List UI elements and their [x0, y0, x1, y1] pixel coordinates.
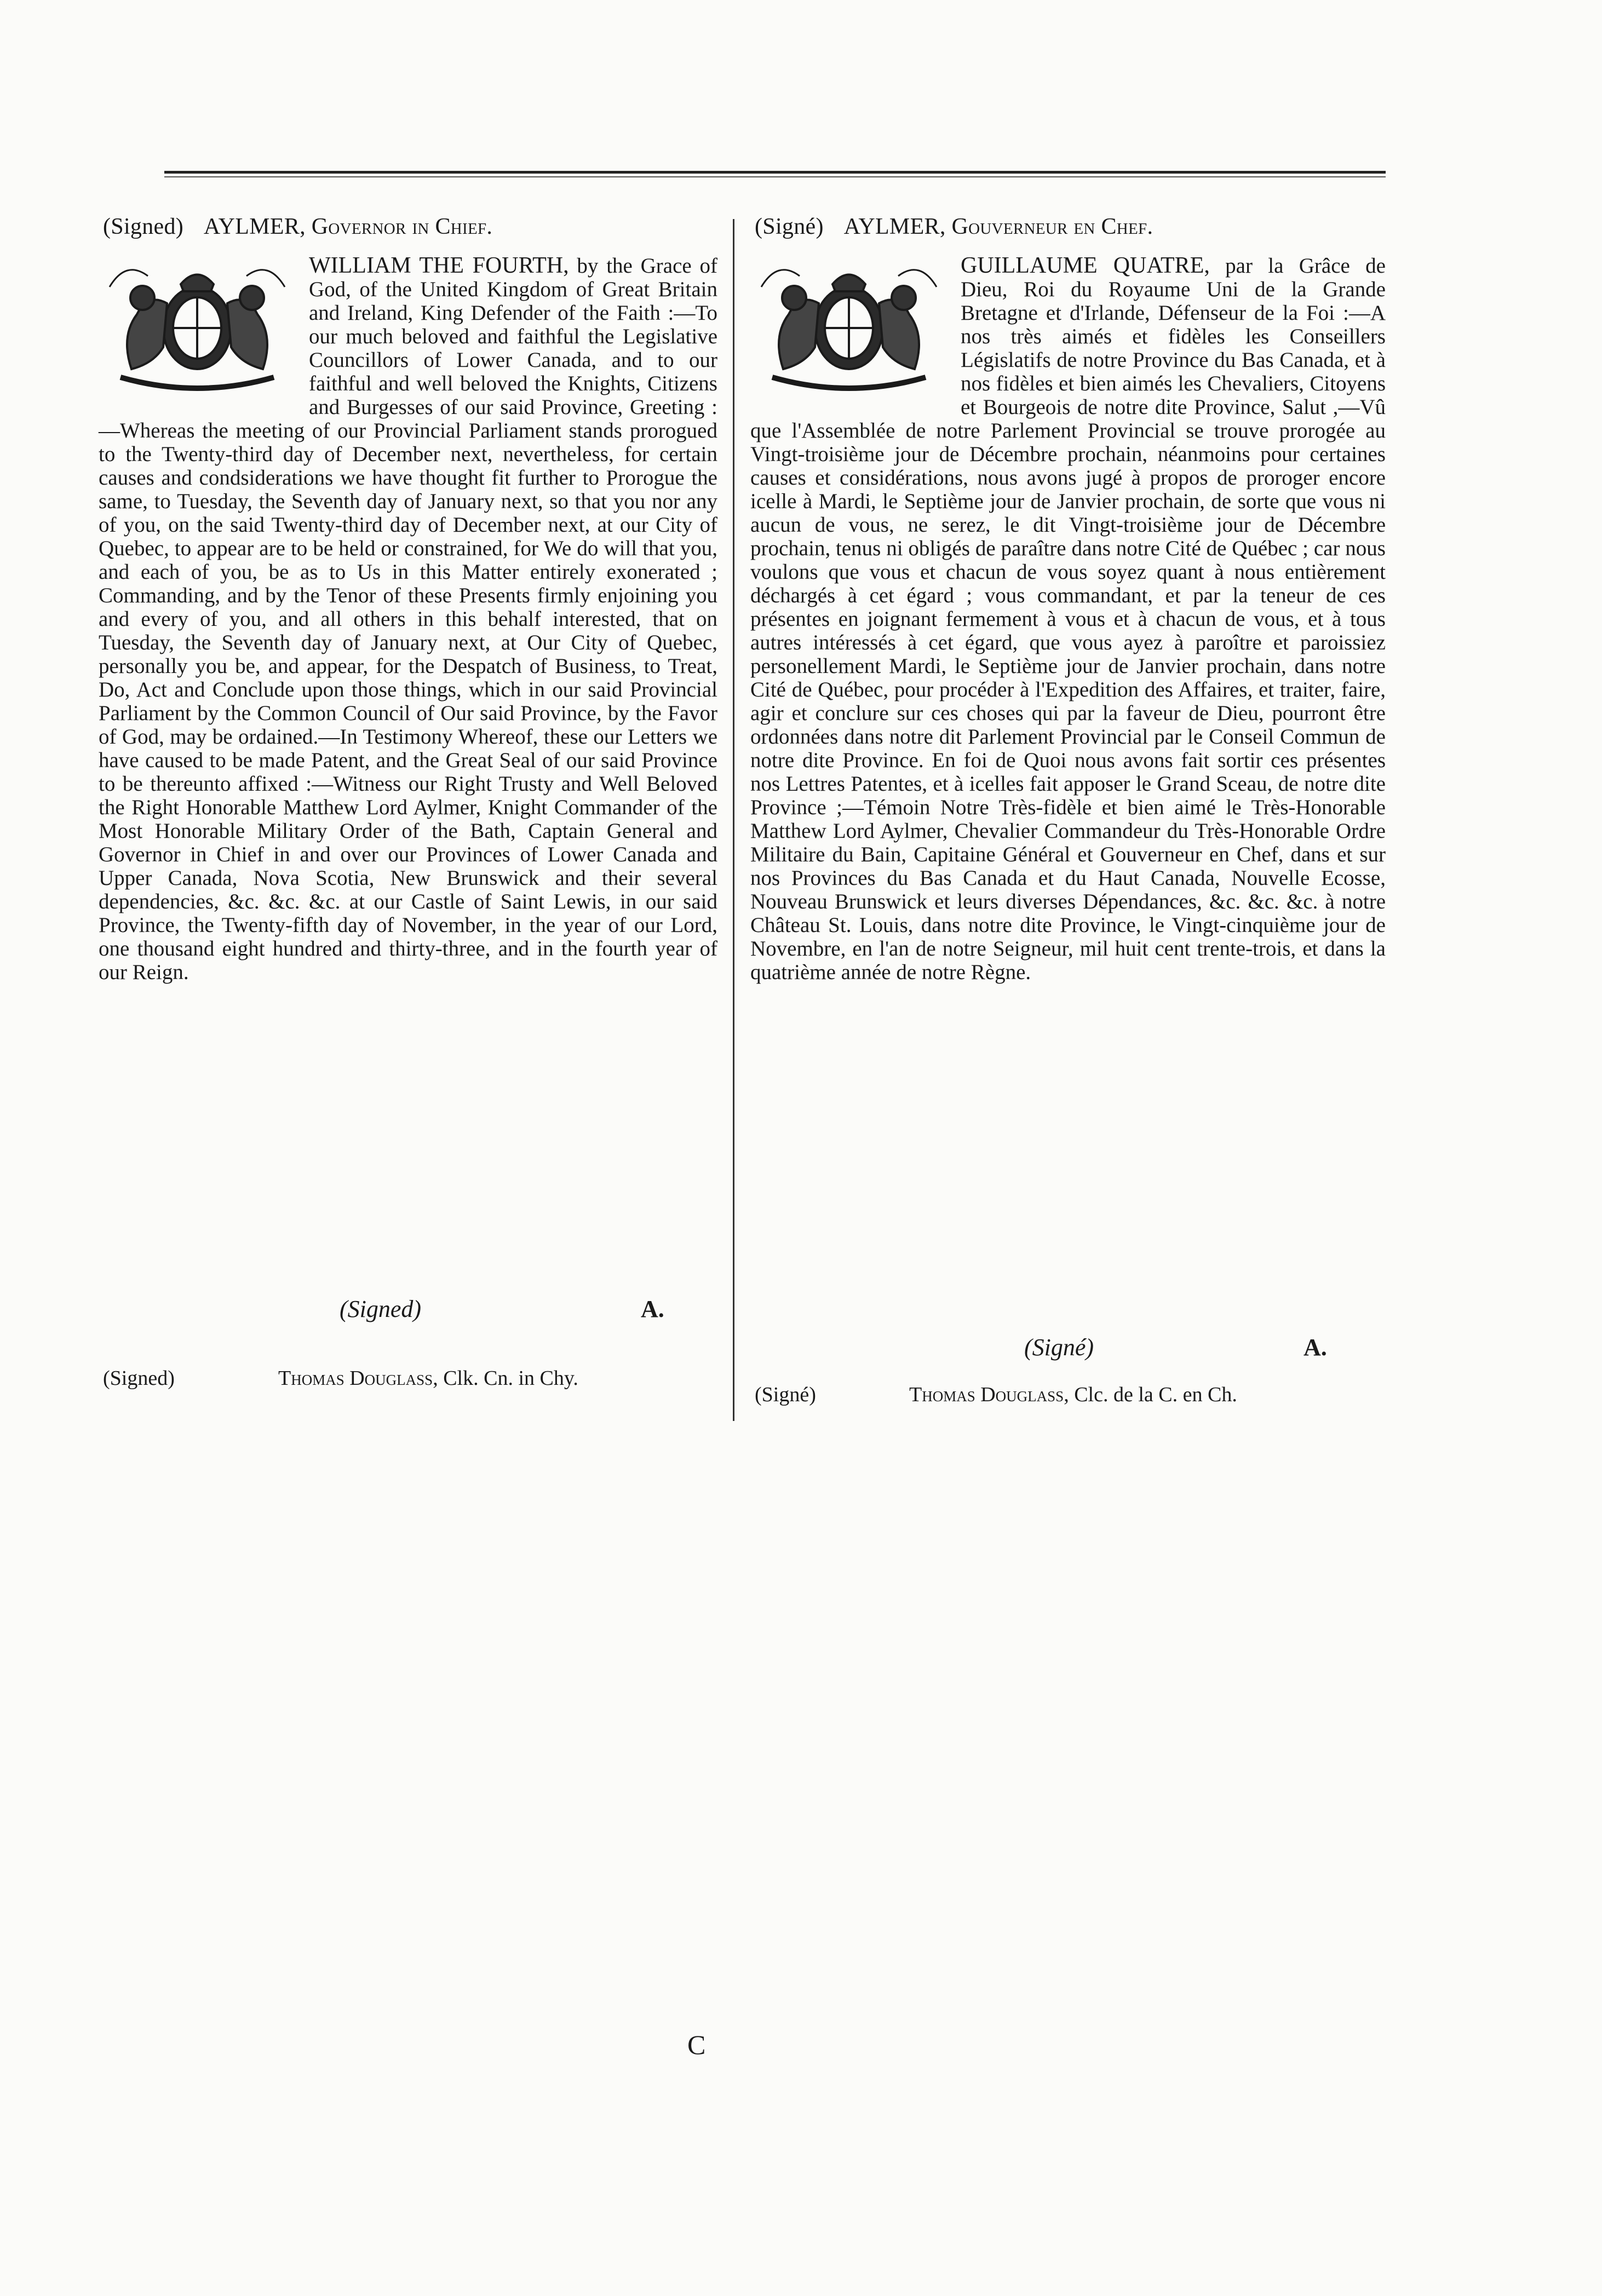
gouverneur-signature-line — [755, 214, 1386, 240]
clerk-title: Clk. Cn. in Chy. — [443, 1367, 578, 1390]
signer-name: AYLMER, — [203, 214, 306, 239]
top-double-rule — [164, 171, 1386, 180]
initial: A. — [1304, 1334, 1327, 1361]
signer-title: Gouverneur en Chef. — [951, 214, 1153, 239]
signed-italic: (Signé) — [1024, 1334, 1094, 1361]
sovereign-name: GUILLAUME QUATRE, — [961, 253, 1210, 278]
royal-coat-of-arms-icon — [99, 254, 296, 396]
royal-coat-of-arms-icon — [750, 254, 948, 396]
signer-title: Governor in Chief. — [311, 214, 493, 239]
signed-label: (Signed) — [103, 214, 184, 239]
signer-name: AYLMER, — [843, 214, 946, 239]
proclamation-body: par la Grâce de Dieu, Roi du Royaume Uni de la Grande Bretagne et d'Irlande, Défenseur de la Foi :—A nos très aimés et fidèles les Conseillers Législatifs de notre Province du Bas Canada, et à nos fidèles et bien aimés les Chevaliers, Citoyens et Bourgeois de notre dite Province, Salut ,—Vû que l'Assemblée de notre Parlement Provincial se trouve prorogée au Vingt-troisième jour de Décembre prochain, néanmoins pour certaines causes et considérations, nous avons jugé à propos de proroger encore icelle à Mardi, le Septième jour de Janvier prochain, de sorte que vous ni aucun de vous, ne serez, le dit Vingt-troisième jour de Décembre prochain, tenus ni obligés de paraître dans notre Cité de Québec ; car nous voulons que vous et chacun de vous soyez quant à nous entièrement déchargés à cet égard ; vous commandant, et par la teneur de ces présentes en joignant fermement à vous et à chacun de vous, et à tous autres intéressés à cet égard, que vous ayez à paroître et paroissiez personellement Mardi, le Septième jour de Janvier prochain, dans notre Cité de Québec, pour procéder à l'Expedition des Affaires, et traiter, faire, agir et conclure sur ces choses qui par la faveur de Dieu, pourront être ordonnées dans notre dit Parlement Provincial par le Conseil Commun de notre dite Province. En foi de Quoi nous avons fait sortir ces présentes nos Lettres Patentes, et à icelles fait apposer le Grand Sceau, de notre dite Province ;—Témoin Notre Très-fidèle et bien aimé le Très-Honorable Matthew Lord Aylmer, Chevalier Commandeur du Très-Honorable Ordre Militaire du Bain, Capitaine Général et Gouverneur en Chef, dans et sur nos Provinces du Bas Canada et du Haut Canada, Nouvelle Ecosse, Nouveau Brunswick et leurs diverses Dépendances, &c. &c. &c. à notre Château St. Louis, dans notre dite Province, le Vingt-cinquième jour de Novembre, en l'an de notre Seigneur, mil huit cent trente-trois, et dans la quatrième année de notre Règne. — [750, 254, 1386, 984]
french-column — [750, 214, 1386, 1446]
governor-signature-line — [103, 214, 717, 240]
proclamation-body: by the Grace of God, of the United Kingdom of Great Britain and Ireland, King Defender of the Faith :—To our much beloved and faithful the Legislative Councillors of Lower Canada, and to our faithful and well beloved the Knights, Citizens and Burgesses of our said Province, Greeting :—Whereas the meeting of our Provincial Parliament stands prorogued to the Twenty-third day of December next, nevertheless, for certain causes and condsiderations we have thought fit further to Prorogue the same, to Tuesday, the Seventh day of January next, so that you nor any of you, on the said Twenty-third day of December next, at our City of Quebec, to appear are to be held or constrained, for We do will that you, and each of you, be as to Us in this Matter entirely exonerated ; Commanding, and by the Tenor of these Presents firmly enjoining you and every of you, and all others in this behalf interested, that on Tuesday, the Seventh day of January next, at Our City of Quebec, personally you be, and appear, for the Despatch of Business, to Treat, Do, Act and Conclude upon those things, which in our said Provincial Parliament by the Common Council of Our said Province, by the Favor of God, may be ordained.—In Testimony Whereof, these our Letters we have caused to be made Patent, and the Great Seal of our said Province to be thereunto affixed :—Witness our Right Trusty and Well Beloved the Right Honorable Matthew Lord Aylmer, Knight Commander of the Most Honorable Military Order of the Bath, Captain General and Governor in Chief in and over our Provinces of Lower Canada and Upper Canada, Nova Scotia, New Brunswick and their several dependencies, &c. &c. &c. at our Castle of Saint Lewis, in our said Province, the Twenty-fifth day of November, in the year of our Lord, one thousand eight hundred and thirty-three, and in the fourth year of our Reign. — [99, 254, 718, 984]
english-column — [99, 214, 717, 1446]
signed-italic: (Signed) — [340, 1296, 422, 1322]
clerk-title: Clc. de la C. en Ch. — [1074, 1383, 1237, 1406]
page-signature-letter: C — [687, 2029, 706, 2060]
clerk-name: Thomas Douglass, — [278, 1367, 438, 1390]
sovereign-name: WILLIAM THE FOURTH, — [309, 253, 569, 278]
signed-label: (Signé) — [755, 214, 824, 239]
initial: A. — [641, 1296, 664, 1322]
clerk-name: Thomas Douglass, — [909, 1383, 1069, 1406]
column-divider — [733, 219, 734, 1421]
clerk-signed-label: (Signed) — [103, 1367, 175, 1390]
clerk-signed-label: (Signé) — [755, 1383, 816, 1406]
